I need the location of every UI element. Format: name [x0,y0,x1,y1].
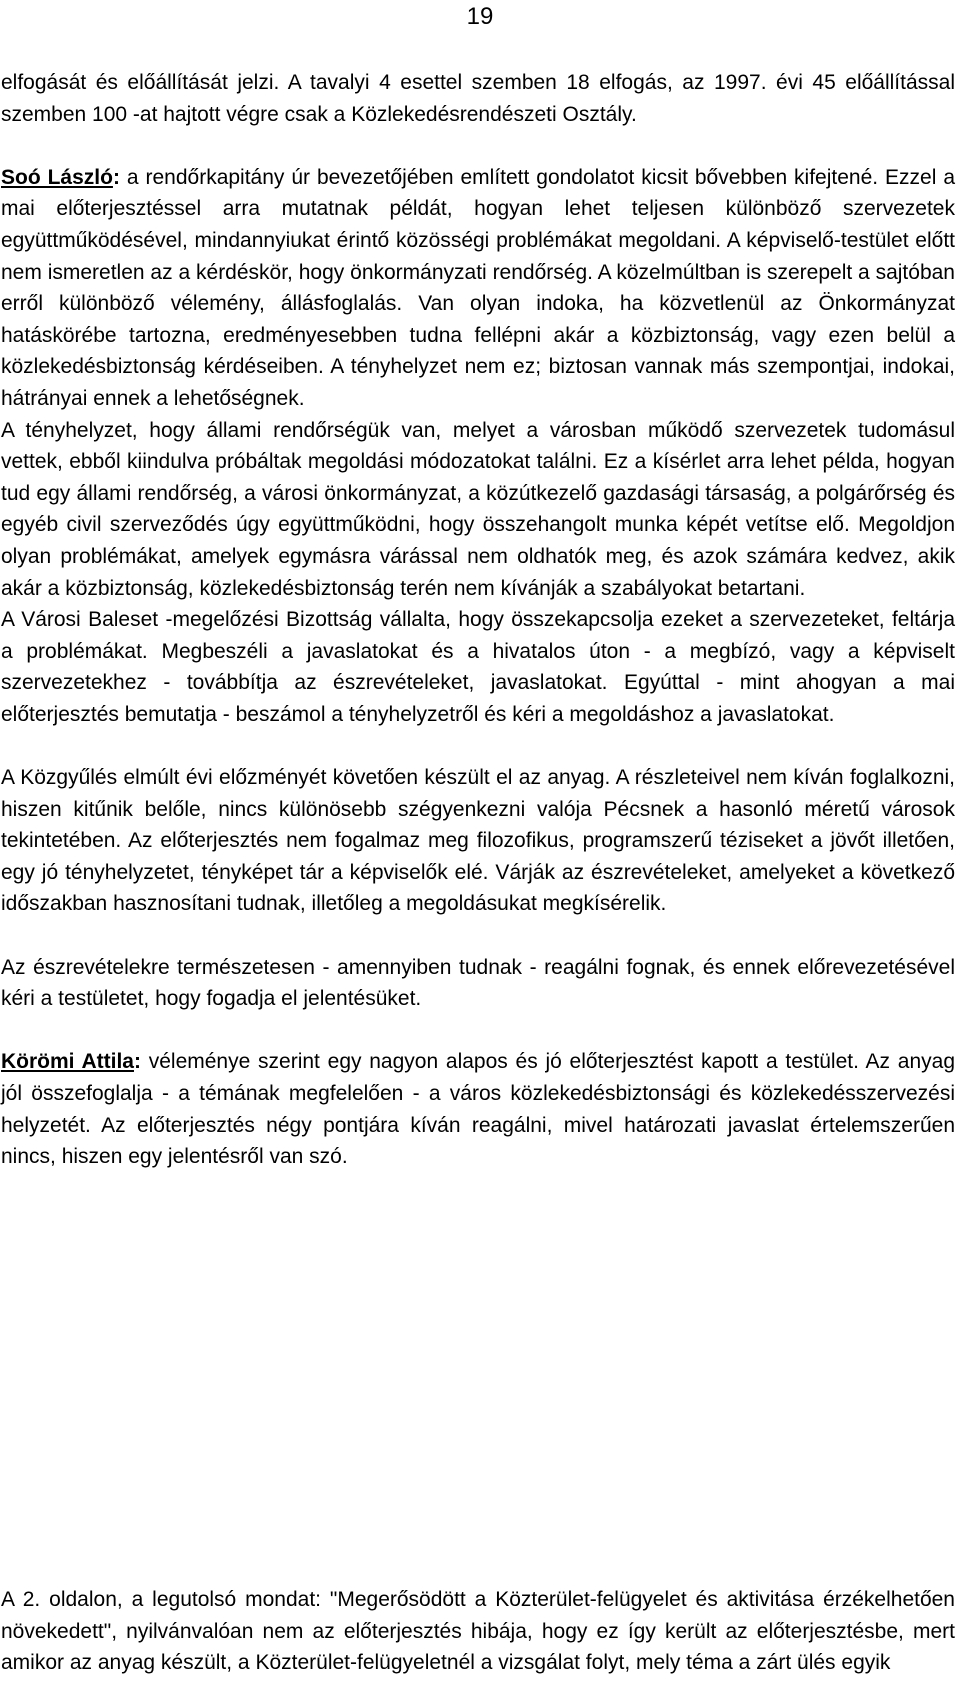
paragraph-text: A tényhelyzet, hogy állami rendőrségük van, melyet a városban működő szervezetek tudomásul vettek, ebből kiindulva próbáltak megoldási módozatokat találni. Ez a kísérlet arra lehet példa, hogyan tud egy állami rendőrség, a városi önkormányzat, a közútkezelő gazdasági társaság, a polgárőrség és egyéb civil szerveződés úgy együttműködni, hogy összehangolt munka képét vetítse elő. Megoldjon olyan problémákat, amelyek egymásra várással nem oldhatók meg, és azok számára kedvez, akik akár a közbiztonság, közlekedésbiztonság terén nem kívánják a szabályokat betartani. [1,418,955,600]
speaker-name: Körömi Attila [1,1050,134,1074]
document-body-bottom [1,1584,955,1679]
paragraph [1,67,955,130]
document-body [1,67,955,1173]
paragraph [1,762,955,920]
paragraph [1,415,955,605]
paragraph-text: A Városi Baleset -megelőzési Bizottság vállalta, hogy összekapcsolja ezeket a szervezeteket, feltárja a problémákat. Megbeszéli a javaslatokat és a hivatalos úton - a megbízó, vagy a képviselt szervezetekhez - továbbítja az észrevételeket, javaslatokat. Egyúttal - mint ahogyan a mai előterjesztés bemutatja - beszámol a tényhelyzetről és kéri a megoldáshoz a javaslatokat. [1,608,955,726]
speaker-name: Soó László [1,165,113,189]
speaker-colon: : [133,1050,141,1074]
speaker-label [1,166,120,189]
speaker-paragraph [1,162,955,415]
paragraph-text: a rendőrkapitány úr bevezetőjében említett gondolatot kicsit bővebben kifejtené. Ezzel a mai előterjesztéssel arra mutatnak példát, hogyan lehet teljesen különböző szervezetek együttműködésével, mindannyiukat érintő közösségi problémákat megoldani. A képviselő-testület előtt nem ismeretlen az a kérdéskör, hogy önkormányzati rendőrség. A közelmúltban is szerepelt a sajtóban erről különböző vélemény, állásfoglalás. Van olyan indoka, ha közvetlenül az Önkormányzat hatáskörébe tartozna, eredményesebben tudna fellépni akár a közbiztonság, vagy ezen belül a közlekedésbiztonság kérdéseiben. A tényhelyzet nem ez; biztosan vannak más szempontjai, indokai, hátrányai ennek a lehetőségnek. [1,165,955,410]
paragraph [1,604,955,730]
paragraph-text: véleménye szerint egy nagyon alapos és jó előterjesztést kapott a testület. Az anyag jól összefoglalja - a témának megfelelően - a város közlekedésbiztonsági és közlekedésszervezési helyzetét. Az előterjesztés négy pontjára kíván reagálni, mivel határozati javaslat értelemszerűen nincs, hiszen egy jelentésről van szó. [1,1050,955,1169]
speaker-label [1,1050,141,1073]
paragraph-text: A Közgyűlés elmúlt évi előzményét követően készült el az anyag. A részleteivel nem kíván foglalkozni, hiszen kitűnik belőle, nincs különösebb szégyenkezni valója Pécsnek a hasonló méretű városok tekintetében. Az előterjesztés nem fogalmaz meg filozofikus, programszerű téziseket a jövőt illetően, egy jó tényhelyzetet, tényképet tár a képviselők elé. Várják az észrevételeket, amelyeket a következő időszakban hasznosítani tudnak, illetőleg a megoldásukat megkísérelik. [1,766,955,916]
paragraph-text: elfogását és előállítását jelzi. A tavalyi 4 esettel szemben 18 elfogás, az 1997. évi 45 előállítással szemben 100 -at hajtott végre csak a Közlekedésrendészeti Osztály. [1,71,955,126]
paragraph-text: Az észrevételekre természetesen - amennyiben tudnak - reagálni fognak, és ennek előrevezetésével kéri a testületet, hogy fogadja el jelentésüket. [1,955,955,1011]
speaker-colon: : [112,165,120,189]
speaker-paragraph [1,1046,955,1172]
page-number: 19 [466,3,494,30]
paragraph [1,952,955,1015]
paragraph [1,1584,955,1679]
paragraph-text: A 2. oldalon, a legutolsó mondat: "Megerősödött a Közterület-felügyelet és aktivitása érzékelhetően növekedett", nyilvánvalóan nem az előterjesztés hibája, hogy ez így került az előterjesztésbe, mert amikor az anyag készült, a Közterület-felügyeletnél a vizsgálat folyt, mely téma a zárt ülés egyik [1,1588,955,1675]
